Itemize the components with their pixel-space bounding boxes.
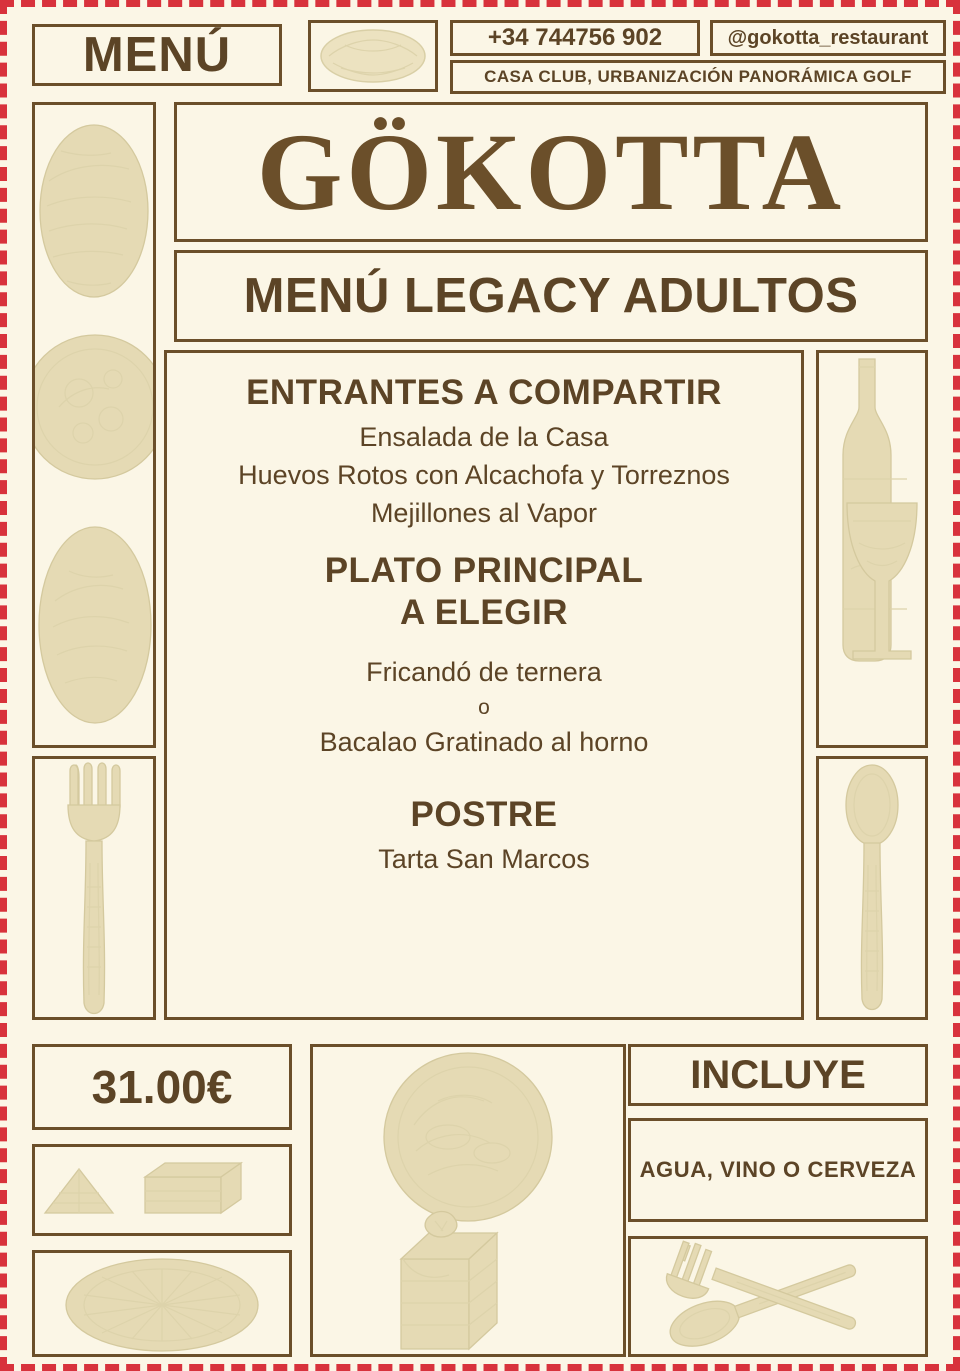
dessert-item: Tarta San Marcos — [378, 844, 590, 875]
main-option-1: Fricandó de ternera — [366, 656, 602, 687]
cake-slices-illustration — [32, 1144, 292, 1236]
poster-inner — [14, 14, 946, 1357]
price-box — [32, 1044, 292, 1130]
starter-item-2: Huevos Rotos con Alcachofa y Torreznos — [238, 459, 730, 490]
main-separator: o — [478, 695, 490, 719]
instagram-handle-box — [710, 20, 946, 56]
left-illustration-column — [32, 102, 156, 748]
grilled-food-thumbnail-icon — [308, 20, 438, 92]
main-option-2: Bacalao Gratinado al horno — [319, 726, 649, 757]
wine-bottle-and-glass-illustration — [816, 350, 928, 748]
address-text: CASA CLUB, URBANIZACIÓN PANORÁMICA GOLF — [484, 67, 912, 86]
main-heading-line-2: A ELEGIR — [400, 593, 568, 633]
header — [32, 20, 928, 98]
includes-text: AGUA, VINO O CERVEZA — [639, 1156, 917, 1182]
seafood-bowl-and-cake-illustration — [310, 1044, 626, 1357]
phone-number: +34 744756 902 — [487, 24, 663, 51]
crossed-fork-and-spoon-illustration — [628, 1236, 928, 1357]
main-heading-line-1: PLATO PRINCIPAL — [324, 551, 644, 591]
starters-heading: ENTRANTES A COMPARTIR — [246, 373, 722, 412]
includes-text-box — [628, 1118, 928, 1222]
menu-subtitle-box — [174, 250, 928, 342]
starter-item-3: Mejillones al Vapor — [370, 497, 598, 528]
restaurant-title-box — [174, 102, 928, 242]
menu-body — [164, 350, 804, 1020]
includes-heading-box — [628, 1044, 928, 1106]
starter-item-1: Ensalada de la Casa — [359, 422, 609, 452]
spoon-illustration — [816, 756, 928, 1020]
address-box — [450, 60, 946, 94]
includes-heading: INCLUYE — [690, 1052, 866, 1097]
phone-box — [450, 20, 700, 56]
instagram-handle: @gokotta_restaurant — [727, 26, 929, 49]
dessert-heading: POSTRE — [410, 795, 558, 835]
fork-illustration — [32, 756, 156, 1020]
menu-subtitle: MENÚ LEGACY ADULTOS — [243, 269, 859, 323]
price-value: 31.00€ — [91, 1061, 233, 1113]
menu-word-label: MENÚ — [82, 28, 232, 82]
restaurant-title: GÖKOTTA — [256, 111, 846, 233]
tart-illustration — [32, 1250, 292, 1357]
menu-word-box — [32, 24, 282, 86]
